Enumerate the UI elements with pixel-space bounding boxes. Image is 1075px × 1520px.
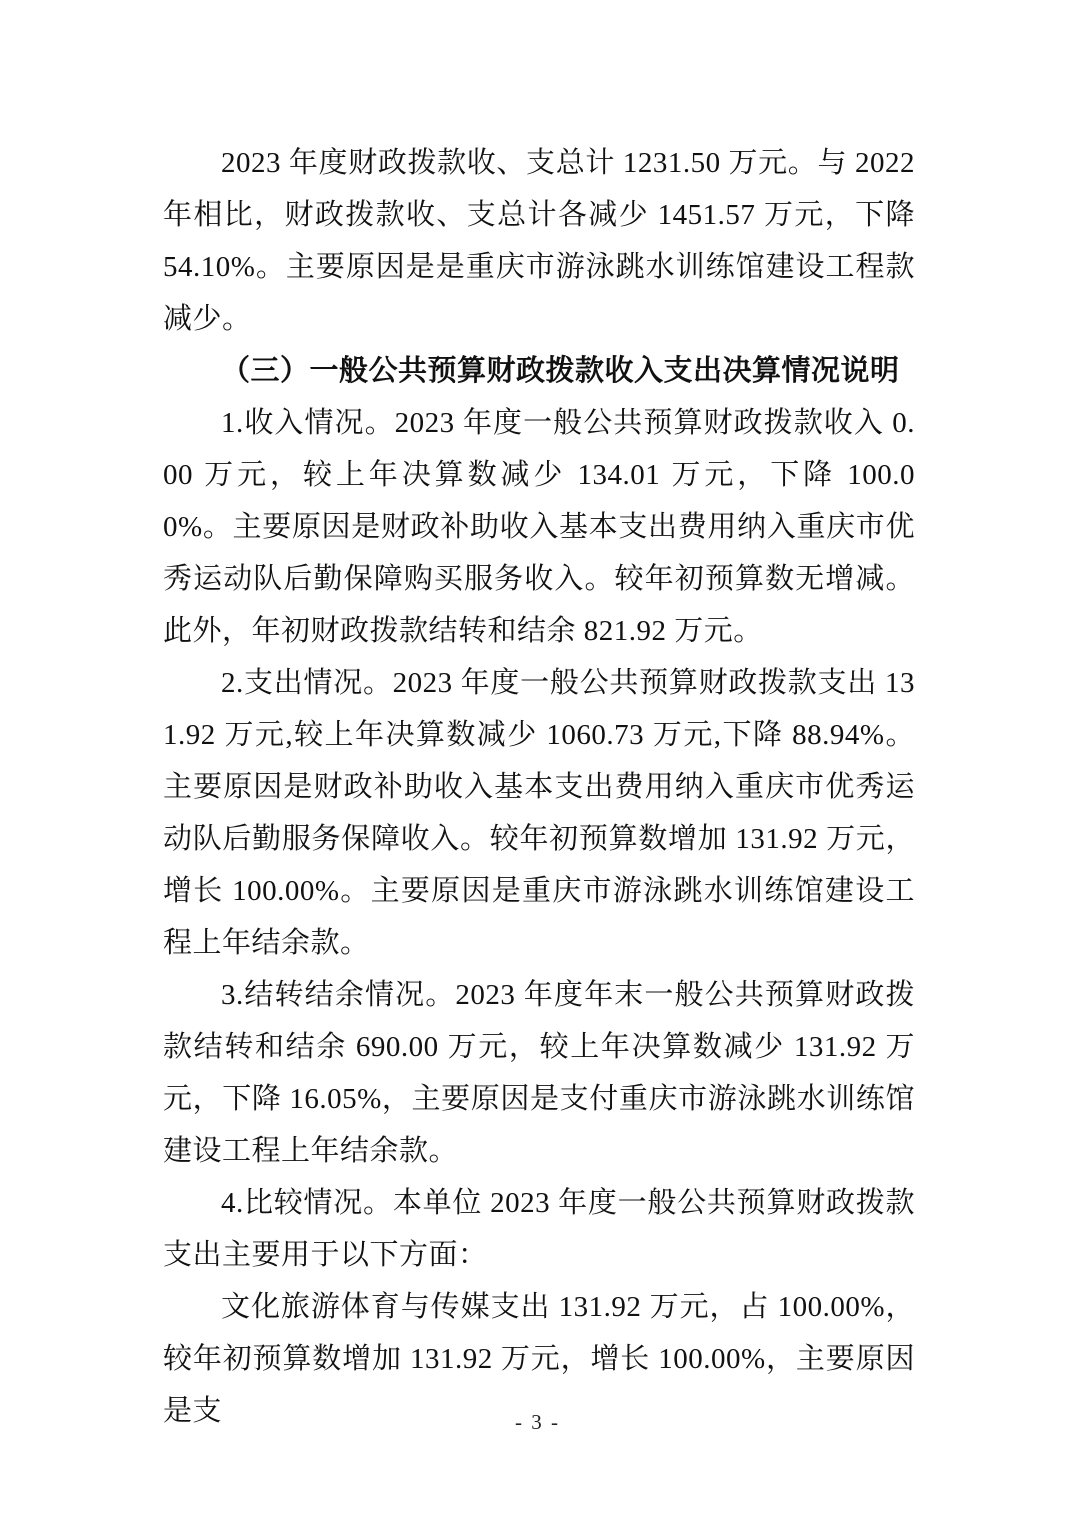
page-number: - 3 -	[515, 1410, 560, 1434]
section-heading-general-public-budget: （三）一般公共预算财政拨款收入支出决算情况说明	[221, 355, 900, 387]
paragraph-expenditure-situation: 2.支出情况。2023 年度一般公共预算财政拨款支出 131.92 万元,较上年决算数减少 1060.73 万元,下降 88.94%。主要原因是财政补助收入基本支出费用纳入重庆市优秀运动队后勤服务保障收入。较年初预算数增加 131.92 万元，增长 100.00%。主要原因是重庆市游泳跳水训练馆建设工程上年结余款。	[163, 667, 915, 959]
paragraph-comparison-intro: 4.比较情况。本单位 2023 年度一般公共预算财政拨款支出主要用于以下方面：	[163, 1187, 915, 1271]
paragraph-fiscal-total: 2023 年度财政拨款收、支总计 1231.50 万元。与 2022 年相比，财政拨款收、支总计各减少 1451.57 万元，下降 54.10%。主要原因是是重庆市游泳跳水训练馆建设工程款减少。	[163, 147, 915, 335]
document-body	[163, 137, 915, 1437]
paragraph-carryover-balance: 3.结转结余情况。2023 年度年末一般公共预算财政拨款结转和结余 690.00 万元，较上年决算数减少 131.92 万元，下降 16.05%，主要原因是支付重庆市游泳跳水训练馆建设工程上年结余款。	[163, 979, 915, 1167]
paragraph-income-situation: 1.收入情况。2023 年度一般公共预算财政拨款收入 0.00 万元，较上年决算数减少 134.01 万元，下降 100.00%。主要原因是财政补助收入基本支出费用纳入重庆市优秀运动队后勤保障购买服务收入。较年初预算数无增减。此外，年初财政拨款结转和结余 821.92 万元。	[163, 407, 915, 647]
paragraph-culture-tourism-expenditure: 文化旅游体育与传媒支出 131.92 万元，占 100.00%，较年初预算数增加 131.92 万元，增长 100.00%，主要原因是支	[163, 1291, 915, 1427]
